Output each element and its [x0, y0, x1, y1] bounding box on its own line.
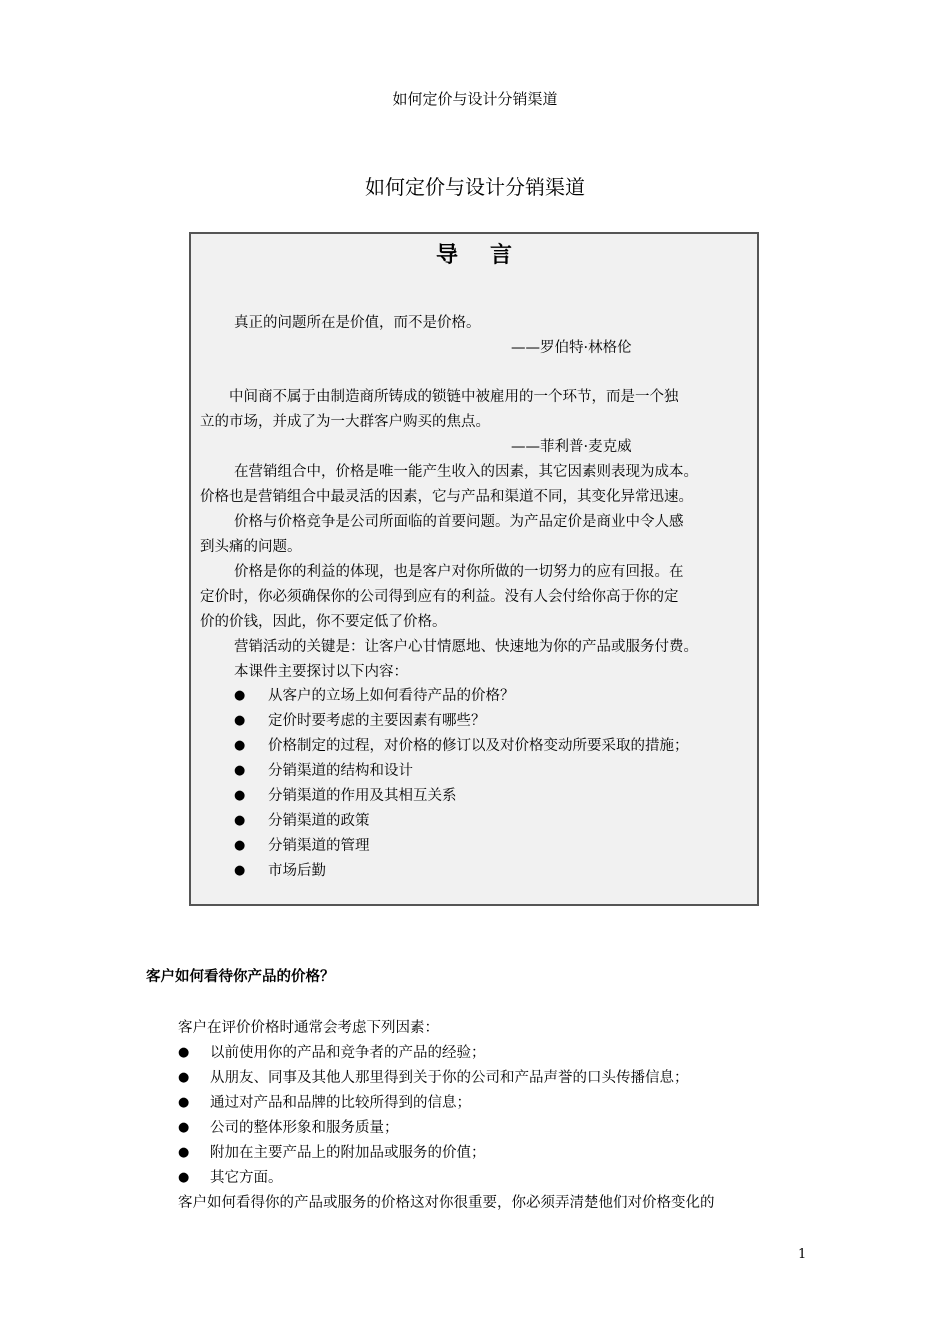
document-title: 如何定价与设计分销渠道 [365, 175, 585, 199]
bullet-icon: ● [178, 1170, 190, 1185]
intro-paragraph-line: 到头痛的问题。 [200, 539, 302, 555]
section-heading: 客户如何看待你产品的价格？ [146, 968, 335, 985]
bullet-icon: ● [178, 1045, 190, 1060]
factor-item: 从朋友、同事及其他人那里得到关于你的公司和产品声誉的口头传播信息； [210, 1070, 689, 1086]
bullet-icon: ● [234, 863, 246, 878]
quote1-author: ——罗伯特·林格伦 [511, 340, 632, 356]
topic-item: 分销渠道的作用及其相互关系 [268, 788, 457, 804]
bullet-icon: ● [178, 1145, 190, 1160]
bullet-icon: ● [234, 813, 246, 828]
topic-item: 价格制定的过程，对价格的修订以及对价格变动所要采取的措施； [268, 738, 689, 754]
intro-heading: 导言 [435, 242, 544, 268]
bullet-icon: ● [178, 1095, 190, 1110]
intro-paragraph-line: 价格是你的利益的体现，也是客户对你所做的一切努力的应有回报。在 [234, 564, 684, 580]
quote2-line2: 立的市场，并成了为一大群客户购买的焦点。 [200, 414, 490, 430]
bullet-icon: ● [234, 838, 246, 853]
bullet-icon: ● [178, 1120, 190, 1135]
factor-item: 公司的整体形象和服务质量； [210, 1120, 399, 1136]
page-number: 1 [798, 1247, 807, 1262]
quote2-author: ——菲利普·麦克威 [511, 439, 632, 455]
bullet-icon: ● [234, 688, 246, 703]
factor-item: 通过对产品和品牌的比较所得到的信息； [210, 1095, 471, 1111]
bullet-icon: ● [178, 1070, 190, 1085]
bullet-icon: ● [234, 763, 246, 778]
quote1-text: 真正的问题所在是价值，而不是价格。 [234, 315, 481, 331]
topic-item: 分销渠道的管理 [268, 838, 370, 854]
running-header: 如何定价与设计分销渠道 [392, 90, 558, 108]
factor-item: 以前使用你的产品和竞争者的产品的经验； [210, 1045, 486, 1061]
quote2-line1: 中间商不属于由制造商所铸成的锁链中被雇用的一个环节，而是一个独 [229, 389, 679, 405]
factor-item: 附加在主要产品上的附加品或服务的价值； [210, 1145, 486, 1161]
topic-item: 分销渠道的结构和设计 [268, 763, 413, 779]
topic-item: 分销渠道的政策 [268, 813, 370, 829]
intro-paragraph-line: 营销活动的关键是：让客户心甘情愿地、快速地为你的产品或服务付费。 [234, 639, 698, 655]
intro-paragraph-line: 定价时，你必须确保你的公司得到应有的利益。没有人会付给你高于你的定 [200, 589, 679, 605]
topic-item: 从客户的立场上如何看待产品的价格？ [268, 688, 515, 704]
intro-paragraph-line: 价格与价格竞争是公司所面临的首要问题。为产品定价是商业中令人感 [234, 514, 684, 530]
intro-paragraph-line: 在营销组合中，价格是唯一能产生收入的因素，其它因素则表现为成本。 [234, 464, 698, 480]
intro-paragraph-line: 价格也是营销组合中最灵活的因素，它与产品和渠道不同，其变化异常迅速。 [200, 489, 693, 505]
topic-item: 市场后勤 [268, 863, 326, 879]
intro-paragraph-line: 价的价钱，因此，你不要定低了价格。 [200, 614, 447, 630]
topic-item: 定价时要考虑的主要因素有哪些？ [268, 713, 486, 729]
intro-paragraph-line: 本课件主要探讨以下内容： [234, 664, 408, 680]
bullet-icon: ● [234, 738, 246, 753]
section-closing-line: 客户如何看得你的产品或服务的价格这对你很重要，你必须弄清楚他们对价格变化的 [178, 1195, 715, 1211]
section-lead: 客户在评价价格时通常会考虑下列因素： [178, 1020, 439, 1036]
bullet-icon: ● [234, 788, 246, 803]
intro-box [189, 232, 759, 906]
bullet-icon: ● [234, 713, 246, 728]
factor-item: 其它方面。 [210, 1170, 283, 1186]
